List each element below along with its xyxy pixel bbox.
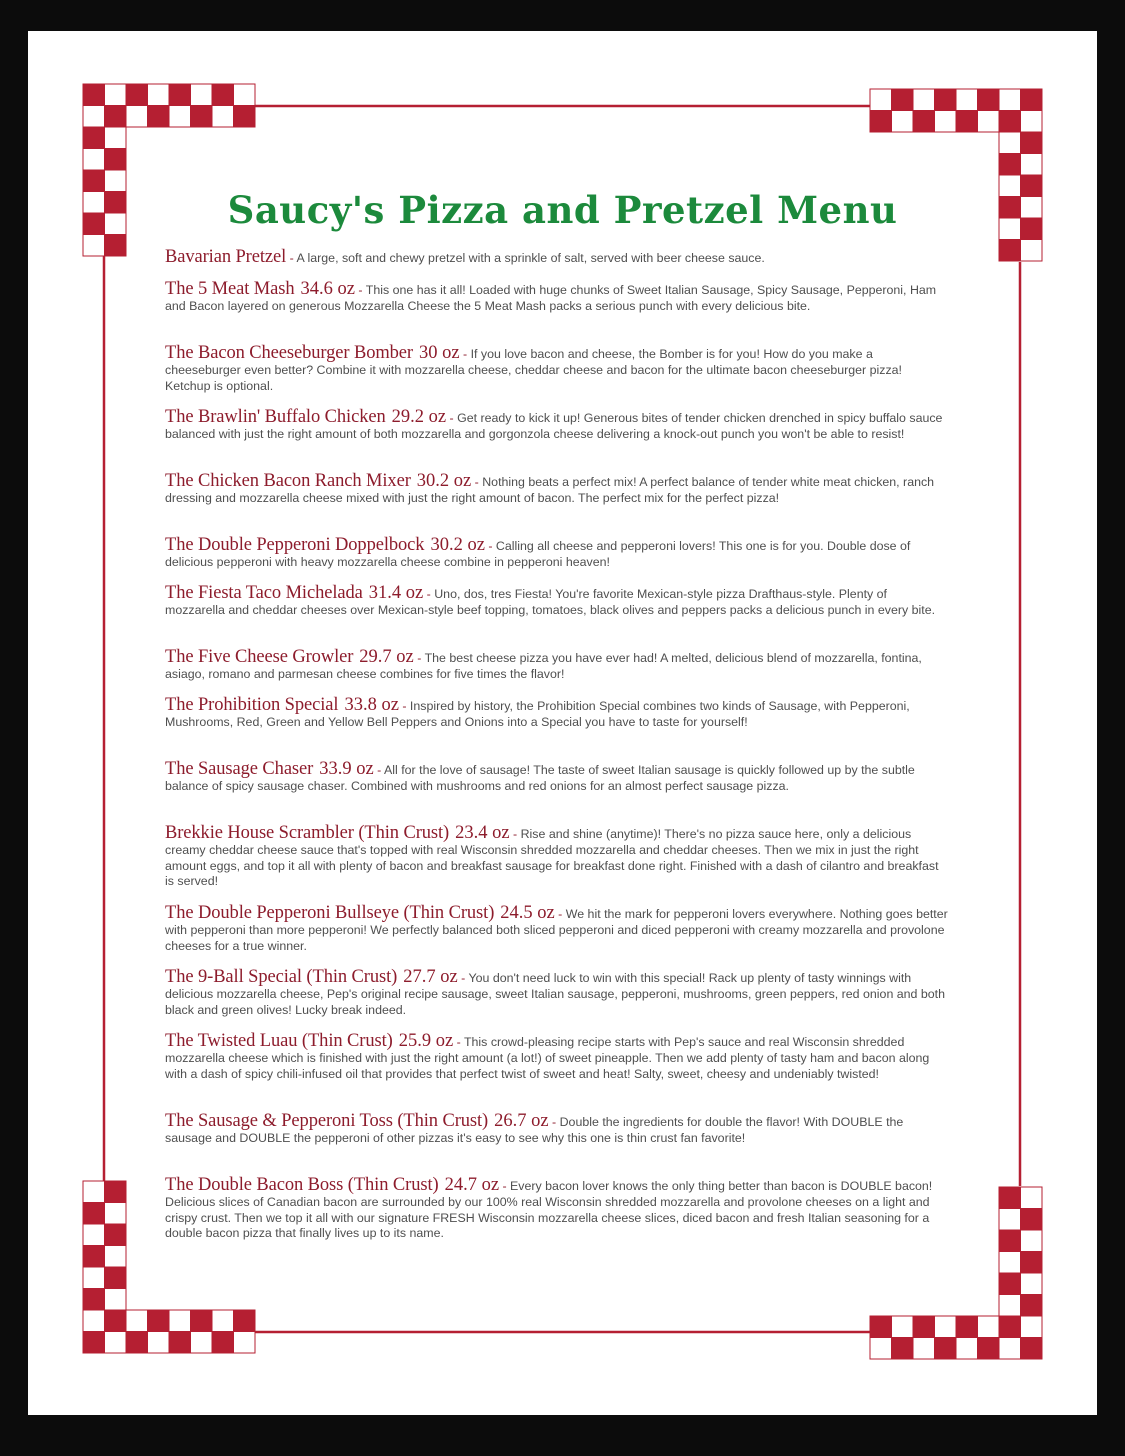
item-name: The Double Pepperoni Bullseye (Thin Crust) xyxy=(165,903,495,923)
item-weight: 29.2 oz xyxy=(391,407,447,427)
item-weight: 33.9 oz xyxy=(319,759,374,779)
menu-item: The 5 Meat Mash 34.6 oz - This one has it all! Loaded with huge chunks of Sweet Italian Sausage, Spicy Sausage, Pepperoni, Ham and Bacon layered on generous Mozzarella Cheese the 5 Meat Mash packs a serious punch with every delicious bite. xyxy=(165,279,937,313)
menu-item: The Chicken Bacon Ranch Mixer 30.2 oz - Nothing beats a perfect mix! A perfect balance of tender white meat chicken, ranch dressing and mozzarella cheese mixed with just the right amount of bacon. The perfect mix for the perfect pizza! xyxy=(165,471,935,505)
item-description: All for the love of sausage! The taste of sweet Italian sausage is quickly followed up by the subtle balance of spicy sausage chaser. Combined with mushrooms and red onions for an almost perfect sausage pizza. xyxy=(165,763,915,793)
item-weight: 24.5 oz xyxy=(500,903,555,923)
item-description: If you love bacon and cheese, the Bomber is for you! How do you make a cheeseburger even better? Combine it with mozzarella cheese, cheddar cheese and bacon for the ultimate bacon cheeseburger pizza! Ketchup is optional. xyxy=(165,347,902,393)
item-name: The Double Pepperoni Doppelbock xyxy=(165,535,425,555)
item-description: This crowd-pleasing recipe starts with Pep's sauce and real Wisconsin shredded mozzarella cheese which is finished with just the right amount (a lot!) of sweet pineapple. Then we add plenty of tasty ham and bacon along with a dash of spicy chili-infused oil that provides that perfect twist of sweet and heat! Salty, sweet, cheesy and undeniably twisted! xyxy=(165,1035,930,1081)
item-weight: 30 oz xyxy=(418,343,460,363)
menu-item: The Sausage Chaser 33.9 oz - All for the love of sausage! The taste of sweet Italian sausage is quickly followed up by the subtle balance of spicy sausage chaser. Combined with mushrooms and red onions for an almost perfect sausage pizza. xyxy=(165,759,915,793)
item-weight: 34.6 oz xyxy=(300,279,355,299)
item-description: We hit the mark for pepperoni lovers everywhere. Nothing goes better with pepperoni than more pepperoni! We perfectly balanced both sliced pepperoni and diced pepperoni with creamy mozzarella and provolone cheeses for a true winner. xyxy=(165,907,948,953)
item-name: Bavarian Pretzel xyxy=(165,247,287,267)
item-name: The Five Cheese Growler xyxy=(165,647,354,667)
menu-item: The Fiesta Taco Michelada 31.4 oz - Uno, dos, tres Fiesta! You're favorite Mexican-style pizza Drafthaus-style. Plenty of mozzarella and cheddar cheeses over Mexican-style beef topping, tomatoes, black olives and peppers packs a delicious punch in every bite. xyxy=(165,583,936,617)
item-description: This one has it all! Loaded with huge chunks of Sweet Italian Sausage, Spicy Sausage, Pepperoni, Ham and Bacon layered on generous Mozzarella Cheese the 5 Meat Mash packs a serious punch with every delicious bite. xyxy=(165,283,937,313)
item-name: The Sausage & Pepperoni Toss (Thin Crust) xyxy=(165,1111,489,1131)
menu-item: The Twisted Luau (Thin Crust) 25.9 oz - This crowd-pleasing recipe starts with Pep's sauce and real Wisconsin shredded mozzarella cheese which is finished with just the right amount (a lot!) of sweet pineapple. Then we add plenty of tasty ham and bacon along with a dash of spicy chili-infused oil that provides that perfect twist of sweet and heat! Salty, sweet, cheesy and undeniably twisted! xyxy=(165,1031,930,1081)
item-weight: 23.4 oz xyxy=(455,823,510,843)
item-description: Calling all cheese and pepperoni lovers! This one is for you. Double dose of delicious pepperoni with heavy mozzarella cheese combine in pepperoni heaven! xyxy=(165,539,911,569)
menu-item: The Five Cheese Growler 29.7 oz - The best cheese pizza you have ever had! A melted, delicious blend of mozzarella, fontina, asiago, romano and parmesan cheese combines for five times the flavor! xyxy=(165,647,922,681)
item-description: You don't need luck to win with this special! Rack up plenty of tasty winnings with delicious mozzarella cheese, Pep's original recipe sausage, sweet Italian sausage, pepperoni, mushrooms, green peppers, red onion and both black and green olives! Lucky break indeed. xyxy=(165,971,946,1017)
corner-top-right-checker xyxy=(870,89,1042,261)
item-weight: 30.2 oz xyxy=(430,535,485,555)
item-description: Every bacon lover knows the only thing better than bacon is DOUBLE bacon! Delicious slices of Canadian bacon are surrounded by our 100% real Wisconsin shredded mozzarella and provolone cheeses on a light and crispy crust. Then we top it all with our signature FRESH Wisconsin mozzarella cheese slices, diced bacon and fresh Italian seasoning for a double bacon pizza that finally lives up to its name. xyxy=(165,1179,933,1241)
menu-title: Saucy's Pizza and Pretzel Menu xyxy=(227,188,898,232)
menu-item: The Bacon Cheeseburger Bomber 30 oz - If you love bacon and cheese, the Bomber is for you! How do you make a cheeseburger even better? Combine it with mozzarella cheese, cheddar cheese and bacon for the ultimate bacon cheeseburger pizza! Ketchup is optional. xyxy=(165,343,902,393)
item-name: The Bacon Cheeseburger Bomber xyxy=(165,343,413,363)
item-description: Uno, dos, tres Fiesta! You're favorite Mexican-style pizza Drafthaus-style. Plenty of mozzarella and cheddar cheeses over Mexican-style beef topping, tomatoes, black olives and peppers packs a delicious punch in every bite. xyxy=(165,587,936,617)
item-name: The Double Bacon Boss (Thin Crust) xyxy=(165,1175,439,1195)
item-description: Double the ingredients for double the flavor! With DOUBLE the sausage and DOUBLE the pepperoni of other pizzas it's easy to see why this one is thin crust fan favorite! xyxy=(165,1115,904,1145)
item-description: A large, soft and chewy pretzel with a sprinkle of salt, served with beer cheese sauce. xyxy=(296,251,765,265)
item-name: The 5 Meat Mash xyxy=(165,279,295,299)
item-weight: 24.7 oz xyxy=(444,1175,500,1195)
item-name: The Chicken Bacon Ranch Mixer xyxy=(165,471,411,491)
item-description: The best cheese pizza you have ever had! A melted, delicious blend of mozzarella, fontina, asiago, romano and parmesan cheese combines for five times the flavor! xyxy=(165,651,922,681)
item-weight: 31.4 oz xyxy=(368,583,424,603)
menu-item: The Sausage & Pepperoni Toss (Thin Crust) 26.7 oz - Double the ingredients for double the flavor! With DOUBLE the sausage and DOUBLE the pepperoni of other pizzas it's easy to see why this one is thin crust fan favorite! xyxy=(165,1111,904,1145)
item-name: The Prohibition Special xyxy=(165,695,339,715)
item-name: The Sausage Chaser xyxy=(165,759,314,779)
item-weight: 26.7 oz xyxy=(494,1111,549,1131)
item-description: Inspired by history, the Prohibition Special combines two kinds of Sausage, with Pepperoni, Mushrooms, Red, Green and Yellow Bell Peppers and Onions into a Special you have to taste for yourself! xyxy=(165,699,910,729)
menu-item: The Double Pepperoni Bullseye (Thin Crust) 24.5 oz - We hit the mark for pepperoni lovers everywhere. Nothing goes better with pepperoni than more pepperoni! We perfectly balanced both sliced pepperoni and diced pepperoni with creamy mozzarella and provolone cheeses for a true winner. xyxy=(165,903,948,953)
item-name: The 9-Ball Special (Thin Crust) xyxy=(165,967,398,987)
item-weight: 30.2 oz xyxy=(416,471,472,491)
menu-item: The Brawlin' Buffalo Chicken 29.2 oz - Get ready to kick it up! Generous bites of tender chicken drenched in spicy buffalo sauce balanced with just the right amount of both mozzarella and gorgonzola cheese delivering a knock-out punch you won't be able to resist! xyxy=(165,407,943,441)
item-description: Nothing beats a perfect mix! A perfect balance of tender white meat chicken, ranch dressing and mozzarella cheese mixed with just the right amount of bacon. The perfect mix for the perfect pizza! xyxy=(165,475,935,505)
item-name: The Twisted Luau (Thin Crust) xyxy=(165,1031,393,1051)
menu-item: The Double Bacon Boss (Thin Crust) 24.7 oz - Every bacon lover knows the only thing better than bacon is DOUBLE bacon! Delicious slices of Canadian bacon are surrounded by our 100% real Wisconsin shredded mozzarella and provolone cheeses on a light and crispy crust. Then we top it all with our signature FRESH Wisconsin mozzarella cheese slices, diced bacon and fresh Italian seasoning for a double bacon pizza that finally lives up to its name. xyxy=(165,1175,933,1241)
item-weight: 33.8 oz xyxy=(344,695,399,715)
item-weight: 25.9 oz xyxy=(398,1031,454,1051)
item-description: Get ready to kick it up! Generous bites of tender chicken drenched in spicy buffalo sauce balanced with just the right amount of both mozzarella and gorgonzola cheese delivering a knock-out punch you won't be able to resist! xyxy=(165,411,943,441)
item-description: Rise and shine (anytime)! There's no pizza sauce here, only a delicious creamy cheddar cheese sauce that's topped with real Wisconsin shredded mozzarella and cheddar cheeses. Then we mix in just the right amount eggs, and top it all with plenty of bacon and breakfast sausage for breakfast done right. Finished with a dash of cilantro and breakfast is served! xyxy=(165,827,939,889)
menu-item: Bavarian Pretzel - A large, soft and chewy pretzel with a sprinkle of salt, served with beer cheese sauce. xyxy=(165,247,765,267)
menu-item: The Double Pepperoni Doppelbock 30.2 oz - Calling all cheese and pepperoni lovers! This one is for you. Double dose of delicious pepperoni with heavy mozzarella cheese combine in pepperoni heaven! xyxy=(165,535,911,569)
item-weight: 29.7 oz xyxy=(359,647,414,667)
item-weight: 27.7 oz xyxy=(403,967,458,987)
menu-item: The 9-Ball Special (Thin Crust) 27.7 oz - You don't need luck to win with this special! Rack up plenty of tasty winnings with delicious mozzarella cheese, Pep's original recipe sausage, sweet Italian sausage, pepperoni, mushrooms, green peppers, red onion and both black and green olives! Lucky break indeed. xyxy=(165,967,946,1017)
item-name: The Fiesta Taco Michelada xyxy=(165,583,363,603)
menu-item: Brekkie House Scrambler (Thin Crust) 23.4 oz - Rise and shine (anytime)! There's no pizza sauce here, only a delicious creamy cheddar cheese sauce that's topped with real Wisconsin shredded mozzarella and cheddar cheeses. Then we mix in just the right amount eggs, and top it all with plenty of bacon and breakfast sausage for breakfast done right. Finished with a dash of cilantro and breakfast is served! xyxy=(165,823,939,889)
item-name: The Brawlin' Buffalo Chicken xyxy=(165,407,386,427)
item-name: Brekkie House Scrambler (Thin Crust) xyxy=(165,823,450,843)
menu-item: The Prohibition Special 33.8 oz - Inspired by history, the Prohibition Special combines two kinds of Sausage, with Pepperoni, Mushrooms, Red, Green and Yellow Bell Peppers and Onions into a Special you have to taste for yourself! xyxy=(165,695,910,729)
